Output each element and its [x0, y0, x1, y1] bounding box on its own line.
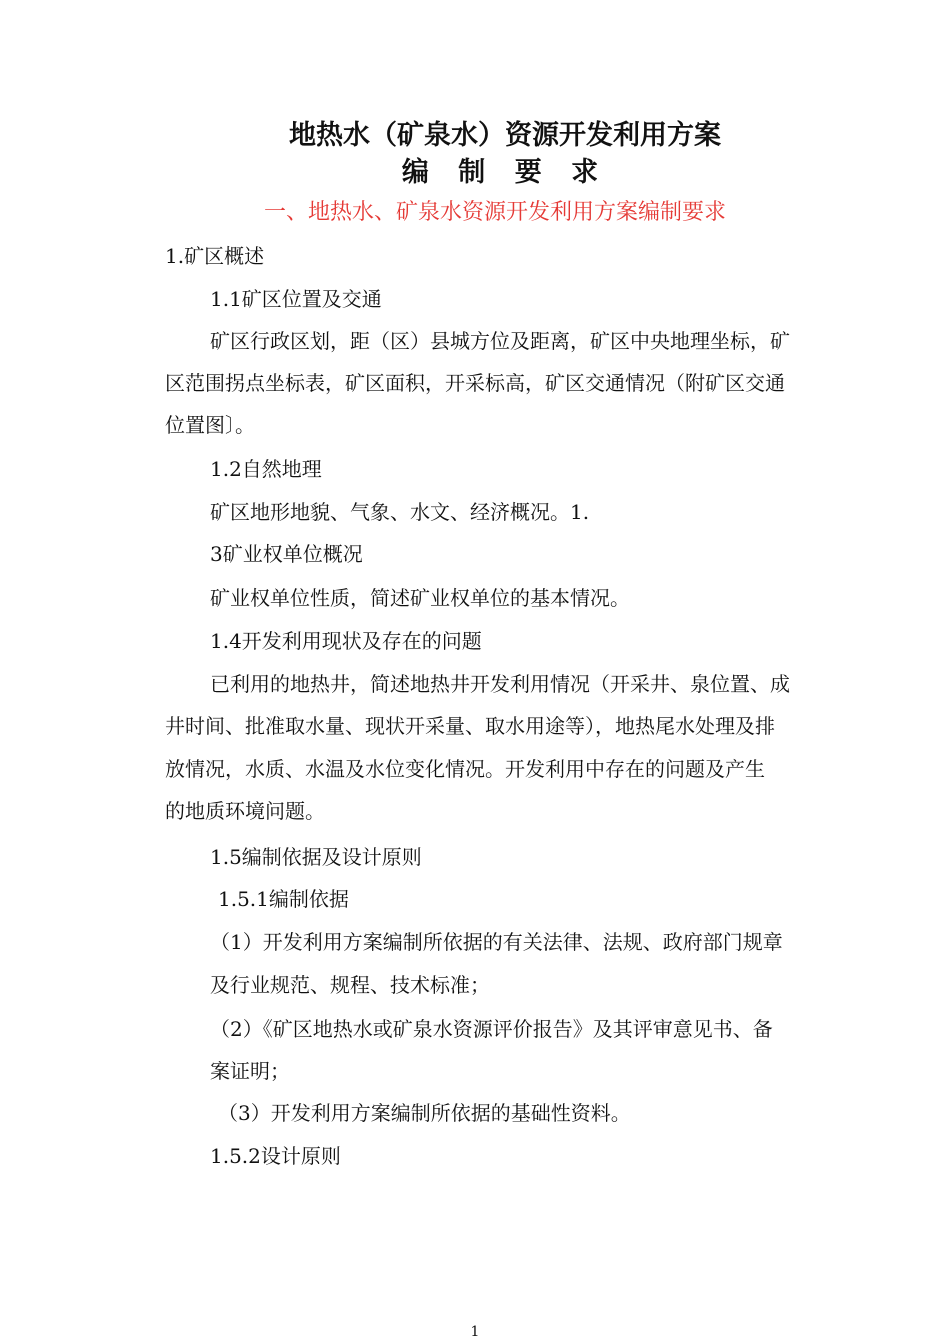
heading-1-1-location: 1.1矿区位置及交通	[210, 287, 382, 311]
list-item: （3）开发利用方案编制所依据的基础性资料。	[218, 1101, 631, 1125]
heading-1-5-2-principles: 1.5.2设计原则	[210, 1144, 341, 1168]
heading-1-4-current-status: 1.4开发利用现状及存在的问题	[210, 629, 482, 653]
section-heading: 一、地热水、矿泉水资源开发利用方案编制要求	[263, 200, 726, 225]
heading-1-5-1-basis: 1.5.1编制依据	[218, 887, 349, 911]
heading-1-overview: 1.矿区概述	[165, 244, 265, 268]
paragraph-line: 矿业权单位性质，简述矿业权单位的基本情况。	[210, 586, 630, 610]
list-item: （2）《矿区地热水或矿泉水资源评价报告》及其评审意见书、备	[210, 1017, 773, 1041]
paragraph-line: 矿区地形地貌、气象、水文、经济概况。1.	[210, 500, 590, 524]
page-number: 1	[470, 1324, 480, 1340]
heading-1-2-geography: 1.2自然地理	[210, 457, 322, 481]
paragraph-line: 放情况，水质、水温及水位变化情况。开发利用中存在的问题及产生	[165, 757, 765, 781]
paragraph-line: 井时间、批准取水量、现状开采量、取水用途等），地热尾水处理及排	[165, 714, 775, 738]
paragraph-line: 矿区行政区划，距（区）县城方位及距离，矿区中央地理坐标，矿	[210, 329, 790, 353]
paragraph-line: 的地质环境问题。	[165, 799, 325, 823]
list-item-continuation: 案证明；	[210, 1059, 290, 1083]
list-item: （1）开发利用方案编制所依据的有关法律、法规、政府部门规章	[210, 930, 783, 954]
list-item-continuation: 及行业规范、规程、技术标准；	[210, 973, 490, 997]
heading-1-3-rights-holder: 3矿业权单位概况	[210, 542, 363, 566]
document-subtitle: 编 制 要 求	[401, 157, 609, 188]
paragraph-line: 区范围拐点坐标表，矿区面积，开采标高，矿区交通情况（附矿区交通	[165, 371, 785, 395]
document-title: 地热水（矿泉水）资源开发利用方案	[289, 120, 721, 151]
paragraph-line: 已利用的地热井，简述地热井开发利用情况（开采井、泉位置、成	[210, 672, 790, 696]
heading-1-5-basis-principles: 1.5编制依据及设计原则	[210, 845, 422, 869]
paragraph-line: 位置图〕。	[165, 413, 255, 437]
